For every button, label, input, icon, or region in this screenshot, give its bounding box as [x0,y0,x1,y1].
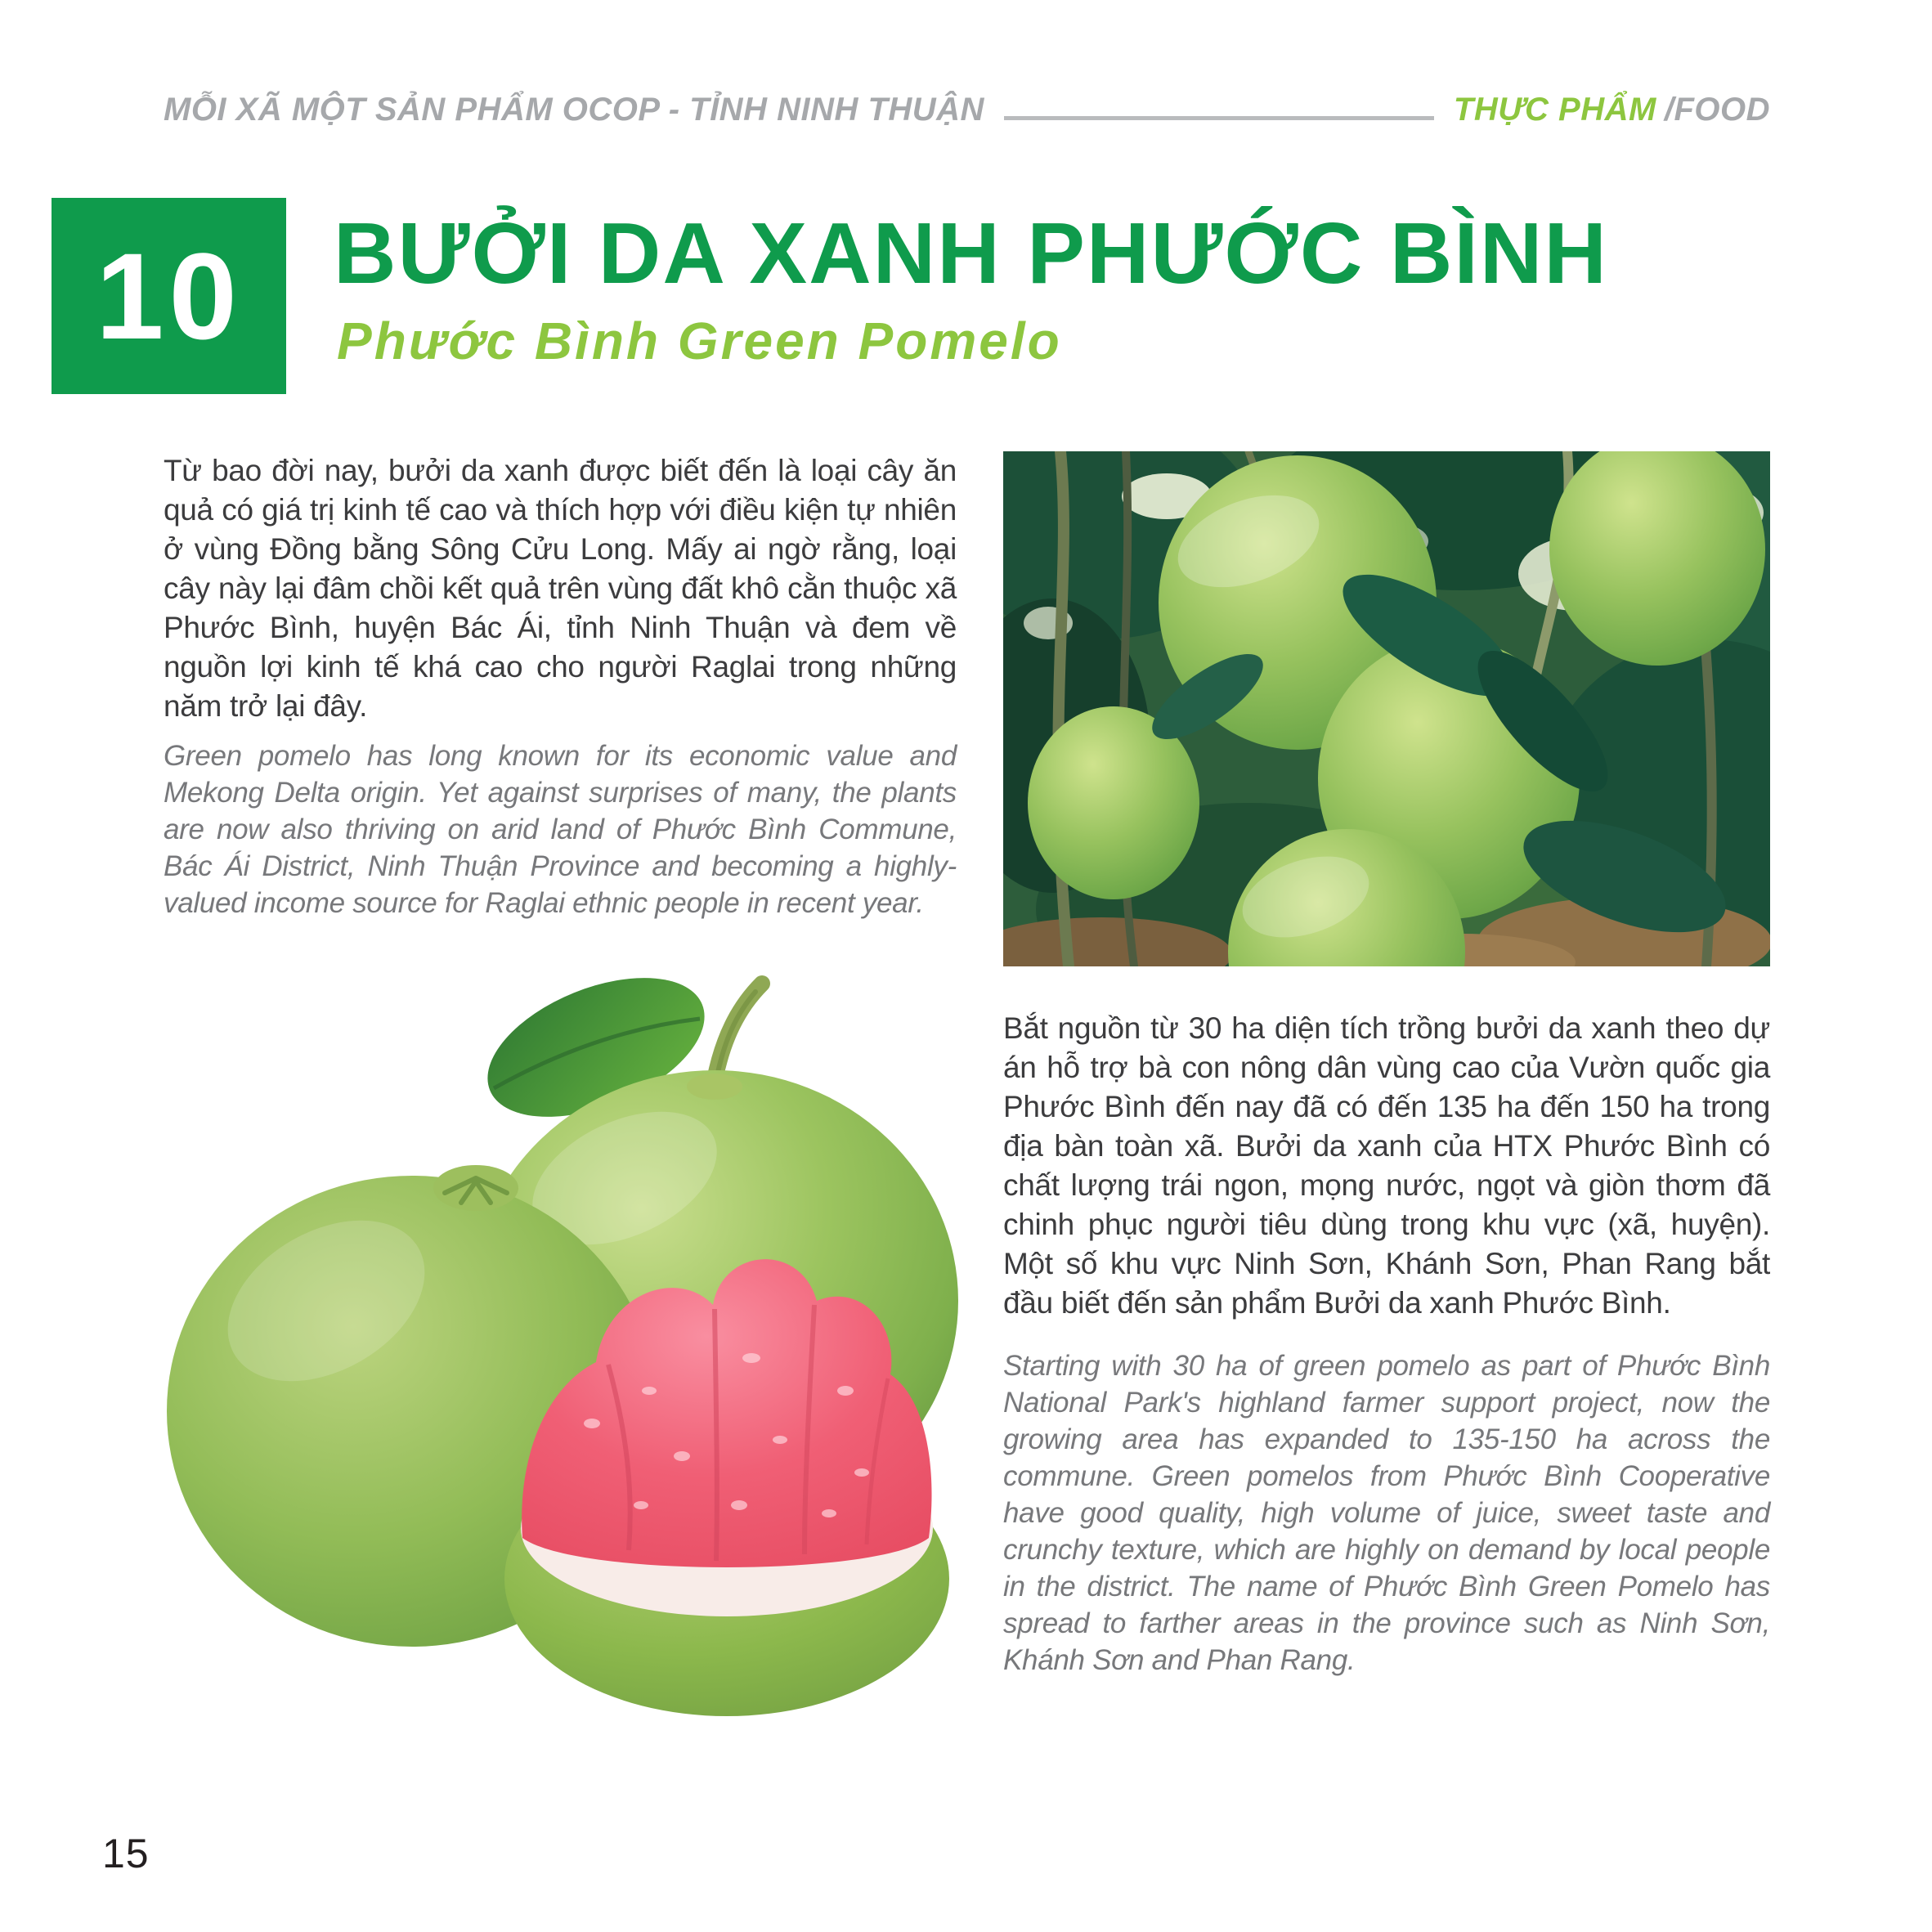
right-en-paragraph: Starting with 30 ha of green pomelo as part of Phước Bình National Park's highland farmer support project, now the growing area has expanded to 135-150 ha across the commune. Green pomelos from Phước Bình Cooperative have good quality, high volume of juice, sweet taste and crunchy texture, which are highly on demand by local people in the district. The name of Phước Bình Green Pomelo has spread to farther areas in the province such as Ninh Sơn, Khánh Sơn and Phan Rang. [1003,1350,1770,1676]
right-column [1003,451,1770,1718]
title-stack [334,198,1608,371]
left-en-paragraph: Green pomelo has long known for its economic value and Mekong Delta origin. Yet against surprises of many, the plants are now also thriving on arid land of Phước Bình Commune, Bác Ái District, Ninh Thuận Province and becoming a highly-valued income source for Raglai ethnic people in recent year. [164,740,957,919]
pomelo-product-photo [150,933,984,1718]
header-series-title: MỖI XÃ MỘT SẢN PHẨM OCOP - TỈNH NINH THUẬN [164,92,984,128]
left-column [164,451,957,1718]
right-vi-paragraph: Bắt nguồn từ 30 ha diện tích trồng bưởi da xanh theo dự án hỗ trợ bà con nông dân vùng cao của Vườn quốc gia Phước Bình đến nay đã có đến 135 ha đến 150 ha trong địa bàn toàn xã. Bưởi da xanh của HTX Phước Bình có chất lượng trái ngon, mọng nước, ngọt và giòn thơm đã chinh phục người tiêu dùng trong khu vực (xã, huyện). Một số khu vực Ninh Sơn, Khánh Sơn, Phan Rang bắt đầu biết đến sản phẩm Bưởi da xanh Phước Bình. [1003,1011,1770,1320]
page-header [164,92,1770,128]
header-divider-line [1004,116,1434,120]
product-title-vi: BƯỞI DA XANH PHƯỚC BÌNH [334,205,1608,302]
pomelo-orchard-photo [1003,451,1770,966]
title-block [52,198,1883,394]
left-vi-paragraph: Từ bao đời nay, bưởi da xanh được biết đến là loại cây ăn quả có giá trị kinh tế cao và thích hợp với điều kiện tự nhiên ở vùng Đồng bằng Sông Cửu Long. Mấy ai ngờ rằng, loại cây này lại đâm chồi kết quả trên vùng đất khô cằn thuộc xã Phước Bình, huyện Bác Ái, tỉnh Ninh Thuận và đem về nguồn lợi kinh tế khá cao cho người Raglai trong những năm trở lại đây. [164,454,957,723]
header-category [1454,92,1770,128]
product-title-en: Phước Bình Green Pomelo [337,312,1062,371]
product-number: 10 [96,226,242,365]
content-columns [164,451,1770,1718]
header-category-en: /FOOD [1664,92,1770,128]
page-number: 15 [102,1831,150,1876]
header-category-vi: THỰC PHẨM [1453,92,1656,128]
product-number-badge [52,198,286,394]
